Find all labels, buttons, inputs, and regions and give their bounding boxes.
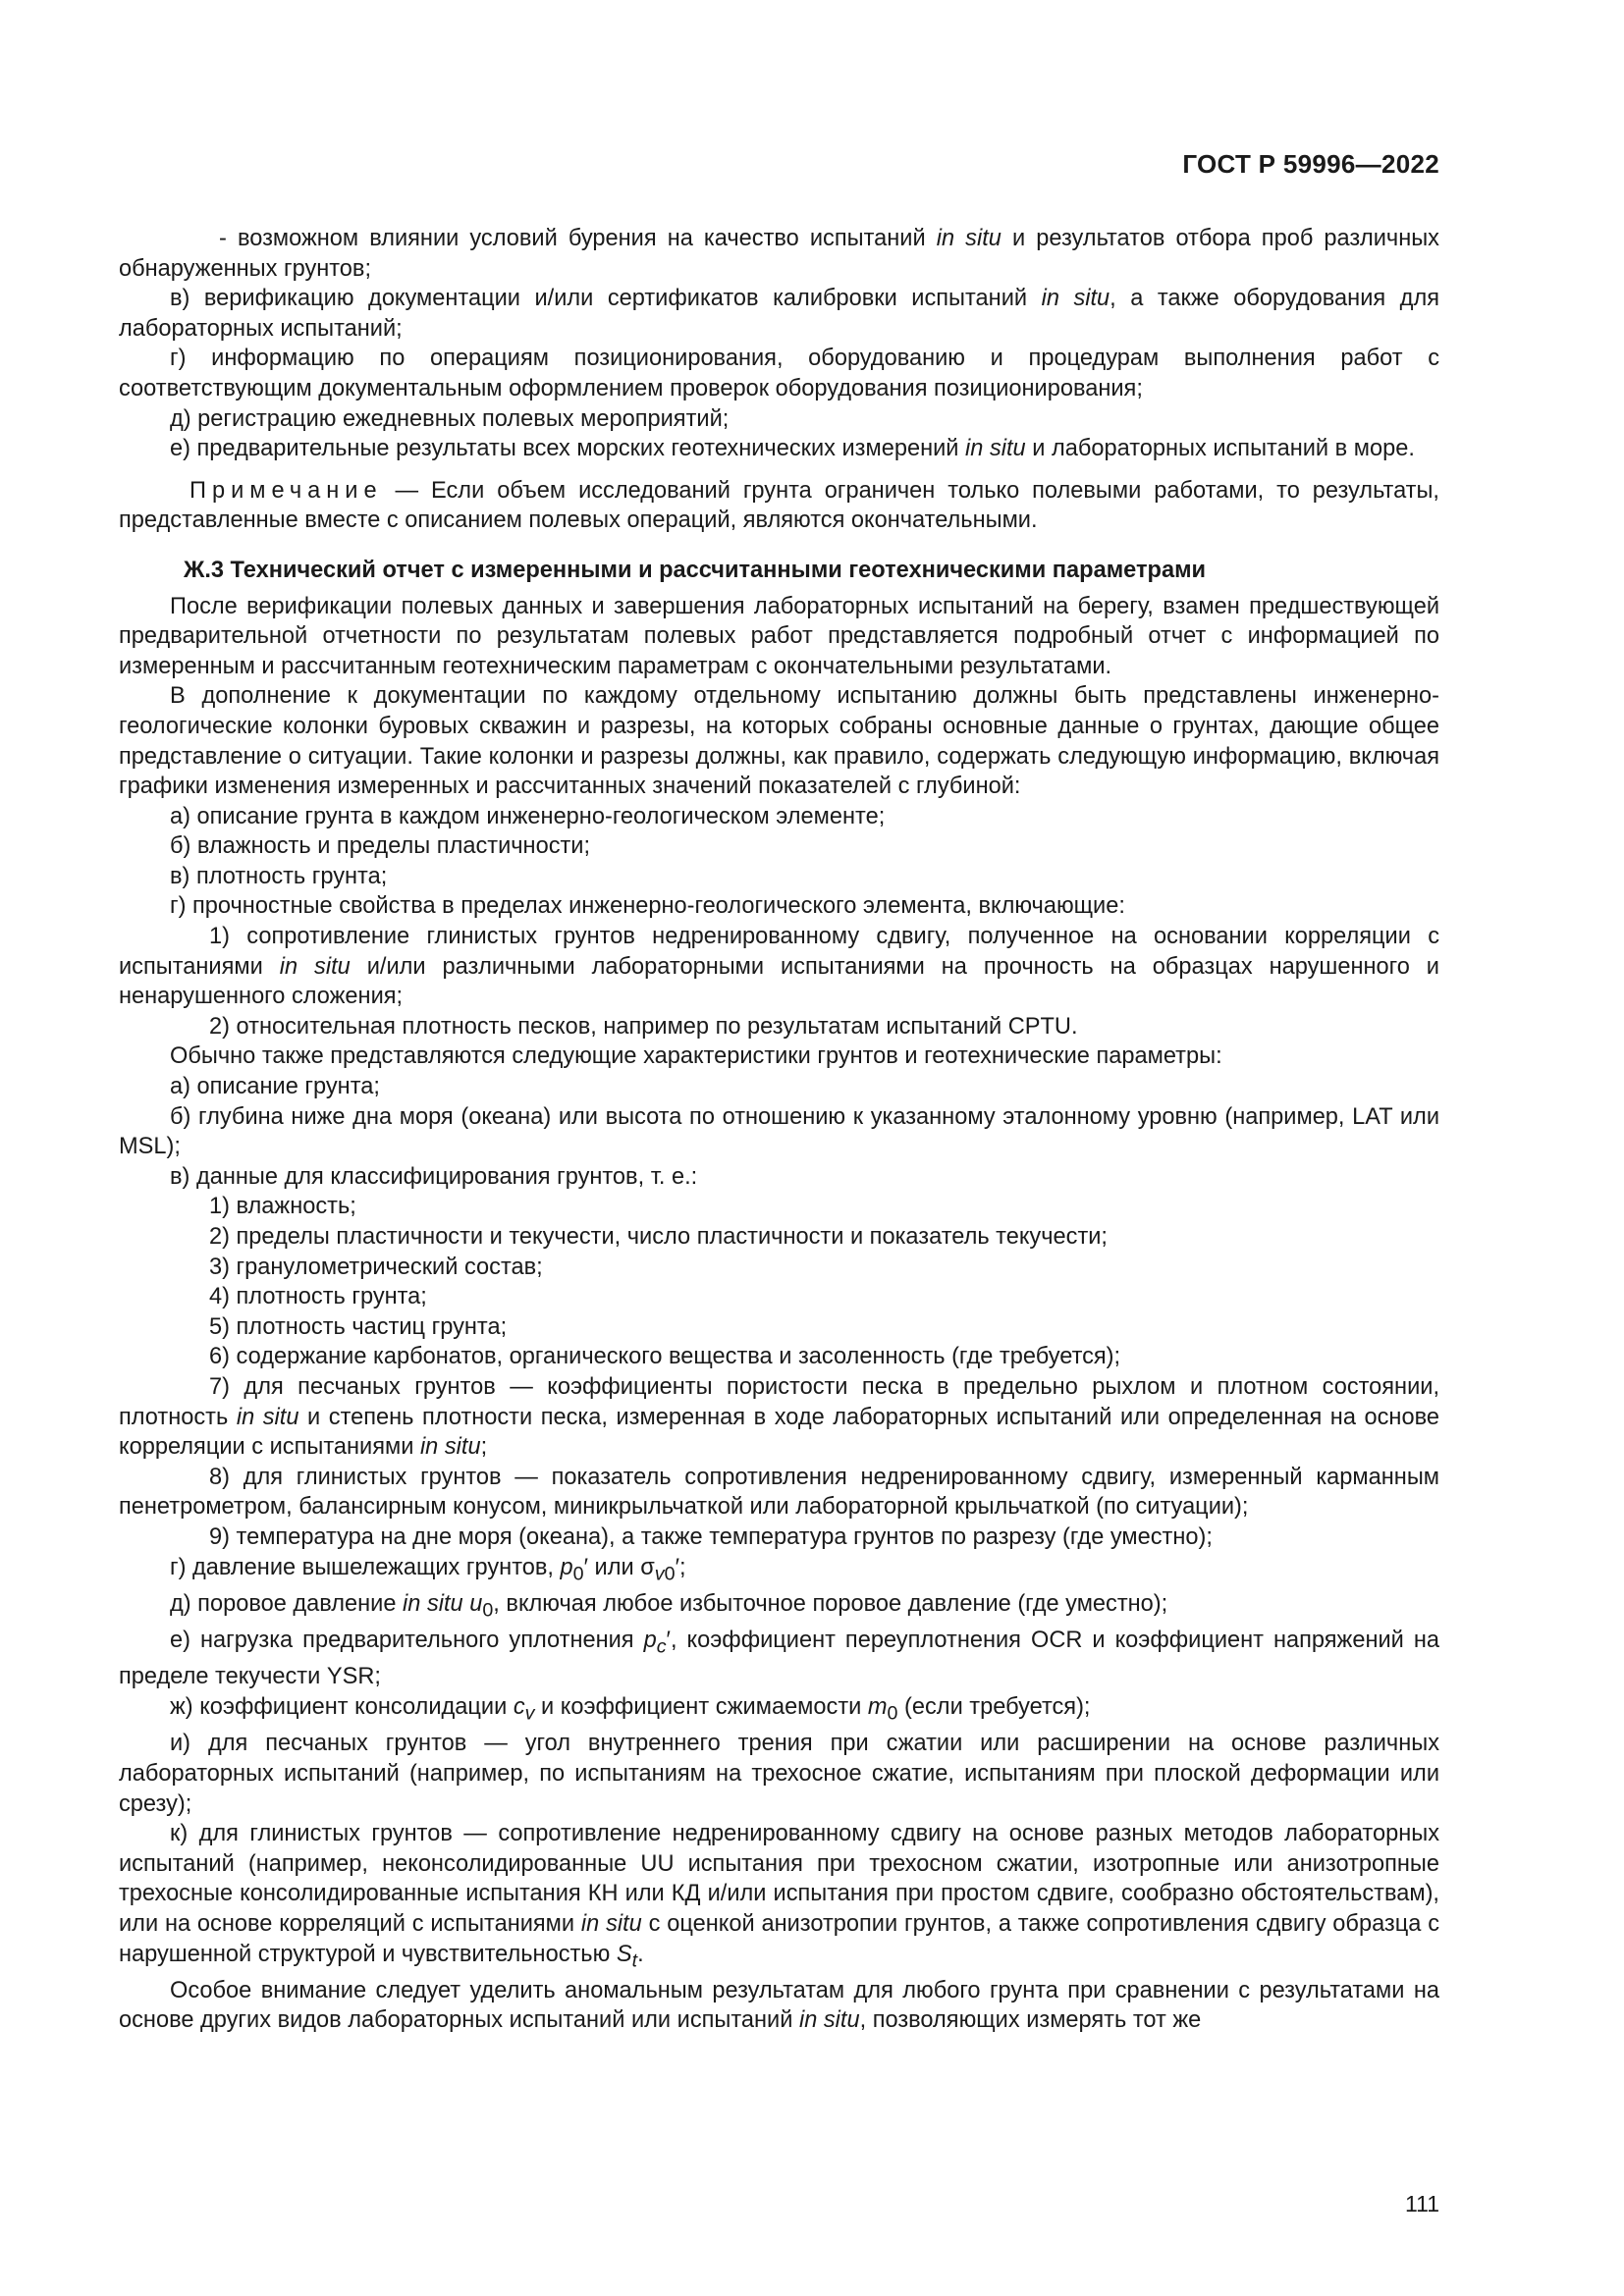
paragraph: 8) для глинистых грунтов — показатель сопротивления недренированному сдвигу, измеренный карманным пенетрометром, балансирным конусом, миникрыльчаткой или лабораторной крыльчаткой (по ситуации);: [119, 1464, 1439, 1521]
document-body: [119, 224, 1439, 2036]
note-paragraph: Примечание — Если объем исследований грунта ограничен только полевыми работами, то результаты, представленные вместе с описанием полевых операций, являются окончательными.: [119, 477, 1439, 534]
paragraph: После верификации полевых данных и завершения лабораторных испытаний на берегу, взамен предшествующей предварительной отчетности по результатам полевых работ представляется подробный отчет с информацией по измеренным и рассчитанным геотехническим параметрам с окончательными результатами.: [119, 593, 1439, 679]
paragraph: 9) температура на дне моря (океана), а также температура грунтов по разрезу (где уместно);: [209, 1523, 1213, 1550]
paragraph: б) глубина ниже дна моря (океана) или высота по отношению к указанному эталонному уровню (например, LAT или MSL);: [119, 1103, 1439, 1160]
standard-designation: ГОСТ Р 59996—2022: [1182, 149, 1439, 179]
page-number: 111: [1405, 2191, 1439, 2216]
paragraph: 1) сопротивление глинистых грунтов недренированному сдвигу, полученное на основании корреляции с испытаниями in situ и/или различными лабораторными испытаниями на прочность на образцах нарушенного и ненарушенного сложения;: [119, 924, 1439, 1010]
paragraph: г) информацию по операциям позиционирования, оборудованию и процедурам выполнения работ с соответствующим документальным оформлением проверок оборудования позиционирования;: [119, 346, 1439, 401]
paragraph: Особое внимание следует уделить аномальным результатам для любого грунта при сравнении с результатами на основе других видов лабораторных испытаний или испытаний in situ, позволяющих измерять тот же: [119, 1977, 1439, 2034]
paragraph: ж) коэффициент консолидации $c_v$ и коэффициент сжимаемости $m_0$ (если требуется);: [170, 1694, 1091, 1725]
paragraph: д) поровое давление in situ $u_0$, включая любое избыточное поровое давление (где уместно);: [170, 1590, 1168, 1622]
section-heading: Ж.3 Технический отчет с измеренными и рассчитанными геотехническими параметрами: [184, 557, 1207, 583]
paragraph: Обычно также представляются следующие характеристики грунтов и геотехнические параметры:: [170, 1043, 1222, 1070]
paragraph: 4) плотность грунта;: [209, 1284, 427, 1310]
paragraph: г) давление вышележащих грунтов, $p_0'$ или $\sigma_{v0}'$;: [170, 1554, 686, 1585]
paragraph: 5) плотность частиц грунта;: [209, 1313, 508, 1340]
paragraph: - возможном влиянии условий бурения на качество испытаний in situ и результатов отбора проб различных обнаруженных грунтов;: [119, 226, 1439, 282]
paragraph: в) плотность грунта;: [170, 863, 388, 889]
paragraph: 3) гранулометрический состав;: [209, 1254, 543, 1280]
paragraph: б) влажность и пределы пластичности;: [170, 833, 591, 860]
paragraph: 2) пределы пластичности и текучести, число пластичности и показатель текучести;: [209, 1224, 1108, 1250]
paragraph: и) для песчаных грунтов — угол внутреннего трения при сжатии или расширении на основе различных лабораторных испытаний (например, по испытаниям на трехосное сжатие, испытаниям при плоской деформации или срезу);: [119, 1731, 1439, 1817]
paragraph: д) регистрацию ежедневных полевых мероприятий;: [170, 405, 730, 432]
paragraph: к) для глинистых грунтов — сопротивление недренированному сдвигу на основе разных методов лабораторных испытаний (например, неконсолидированные UU испытания при трехосном сжатии, изотропные или анизотропные трехосные консолидированные испытания КН или КД и/или испытания при простом сдвиге, сообразно обстоятельствам), или на основе корреляций с испытаниями in situ с оценкой анизотропии грунтов, а также сопротивления сдвигу образца с нарушенной структурой и чувствительностью $S_t$.: [119, 1821, 1439, 1972]
paragraph: 2) относительная плотность песков, например по результатам испытаний CPTU.: [209, 1013, 1078, 1040]
paragraph: а) описание грунта в каждом инженерно-геологическом элементе;: [170, 803, 886, 829]
paragraph: в) данные для классифицирования грунтов, т. е.:: [170, 1163, 698, 1190]
paragraph: е) предварительные результаты всех морских геотехнических измерений in situ и лабораторных испытаний в море.: [170, 436, 1415, 462]
paragraph: 6) содержание карбонатов, органического вещества и засоленность (где требуется);: [209, 1344, 1121, 1370]
paragraph: а) описание грунта;: [170, 1074, 380, 1100]
paragraph: 1) влажность;: [209, 1194, 356, 1220]
paragraph: 7) для песчаных грунтов — коэффициенты пористости песка в предельно рыхлом и плотном состоянии, плотность in situ и степень плотности песка, измеренная в ходе лабораторных испытаний или определенная на основе корреляции с испытаниями in situ;: [119, 1373, 1439, 1461]
paragraph: В дополнение к документации по каждому отдельному испытанию должны быть представлены инженерно-геологические колонки буровых скважин и разрезы, на которых собраны основные данные о грунтах, дающие общее представление о ситуации. Такие колонки и разрезы должны, как правило, содержать следующую информацию, включая графики изменения измеренных и рассчитанных значений показателей с глубиной:: [119, 683, 1439, 800]
paragraph: г) прочностные свойства в пределах инженерно-геологического элемента, включающие:: [170, 893, 1125, 920]
paragraph: в) верификацию документации и/или сертификатов калибровки испытаний in situ, а также оборудования для лабораторных испытаний;: [119, 286, 1439, 342]
paragraph: е) нагрузка предварительного уплотнения $p_c'$, коэффициент переуплотнения OCR и коэффициент напряжений на пределе текучести YSR;: [119, 1628, 1439, 1690]
